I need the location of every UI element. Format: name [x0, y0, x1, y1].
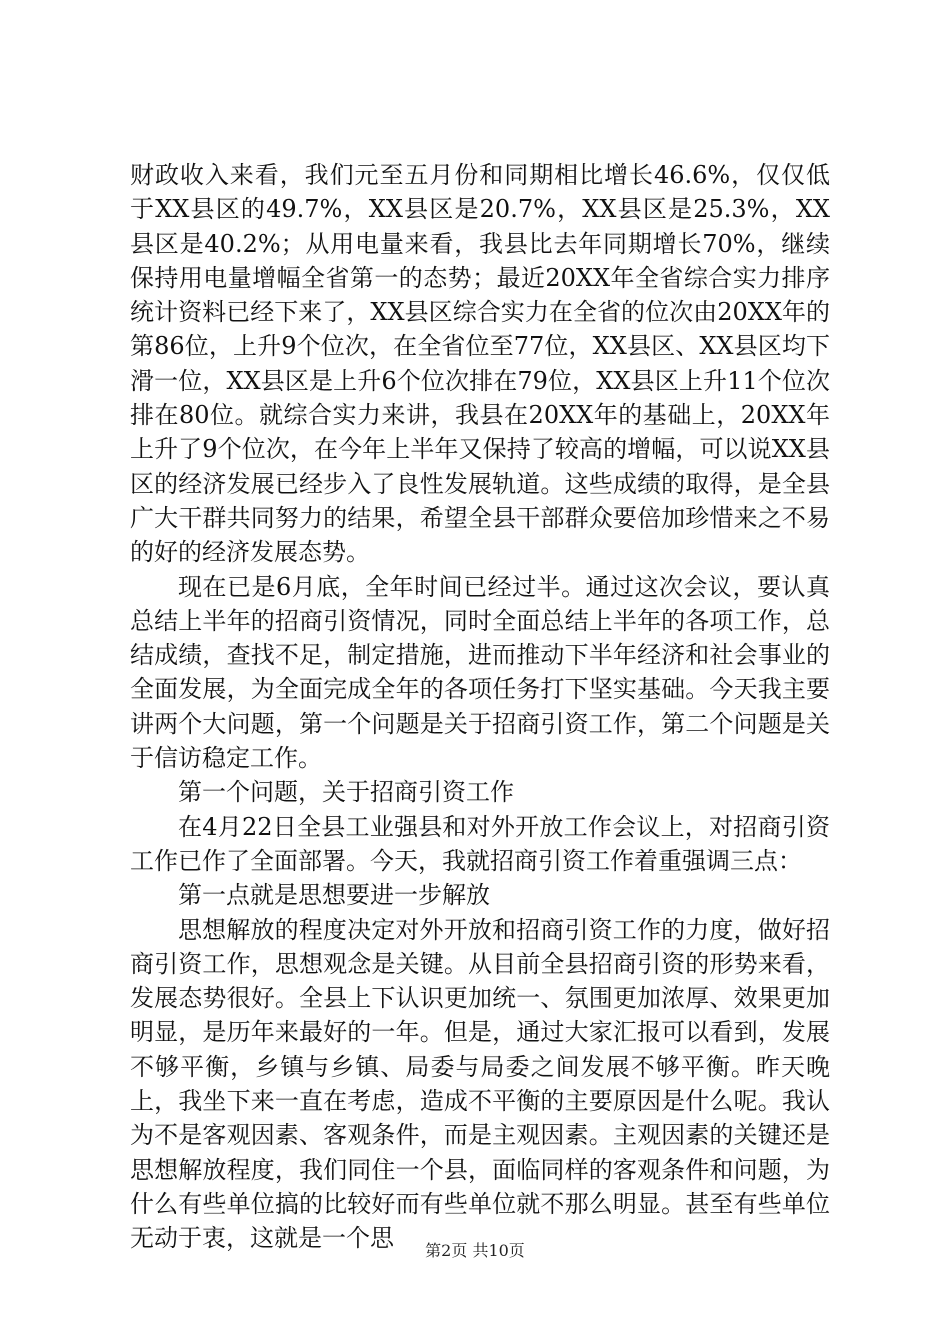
- paragraph-thought-liberation: 思想解放的程度决定对外开放和招商引资工作的力度，做好招商引资工作，思想观念是关键。从目前全县招商引资的形势来看，发展态势很好。全县上下认识更加统一、氛围更加浓厚、效果更加明显，是历年来最好的一年。但是，通过大家汇报可以看到，发展不够平衡，乡镇与乡镇、局委与局委之间发展不够平衡。昨天晚上，我坐下来一直在考虑，造成不平衡的主要原因是什么呢。我认为不是客观因素、客观条件，而是主观因素。主观因素的关键还是思想解放程度，我们同住一个县，面临同样的客观条件和问题，为什么有些单位搞的比较好而有些单位就不那么明显。甚至有些单位无动于衷，这就是一个思: [130, 915, 830, 1253]
- document-body: [130, 158, 830, 1256]
- paragraph-meeting-purpose: 现在已是6月底，全年时间已经过半。通过这次会议，要认真总结上半年的招商引资情况，同时全面总结上半年的各项工作，总结成绩，查找不足，制定措施，进而推动下半年经济和社会事业的全面发展，为全面完成全年的各项任务打下坚实基础。今天我主要讲两个大问题，第一个问题是关于招商引资工作，第二个问题是关于信访稳定工作。: [130, 572, 830, 773]
- paragraph-investment-intro: 在4月22日全县工业强县和对外开放工作会议上，对招商引资工作已作了全面部署。今天，我就招商引资工作着重强调三点：: [130, 812, 830, 875]
- page-footer: 第2页 共10页: [425, 1241, 525, 1260]
- subheading-point-one: 第一点就是思想要进一步解放: [178, 881, 490, 910]
- section-heading-investment: 第一个问题，关于招商引资工作: [178, 778, 514, 807]
- paragraph-financial-results: 财政收入来看，我们元至五月份和同期相比增长46.6%，仅仅低于XX县区的49.7%，XX县区是20.7%，XX县区是25.3%，XX县区是40.2%；从用电量来看，我县比去年同期增长70%，继续保持用电量增幅全省第一的态势；最近20XX年全省综合实力排序统计资料已经下来了，XX县区综合实力在全省的位次由20XX年的第86位，上升9个位次，在全省位至77位，XX县区、XX县区均下滑一位，XX县区是上升6个位次排在79位，XX县区上升11个位次排在80位。就综合实力来讲，我县在20XX年的基础上，20XX年上升了9个位次，在今年上半年又保持了较高的增幅，可以说XX县区的经济发展已经步入了良性发展轨道。这些成绩的取得，是全县广大干群共同努力的结果，希望全县干部群众要倍加珍惜来之不易的好的经济发展态势。: [130, 161, 830, 567]
